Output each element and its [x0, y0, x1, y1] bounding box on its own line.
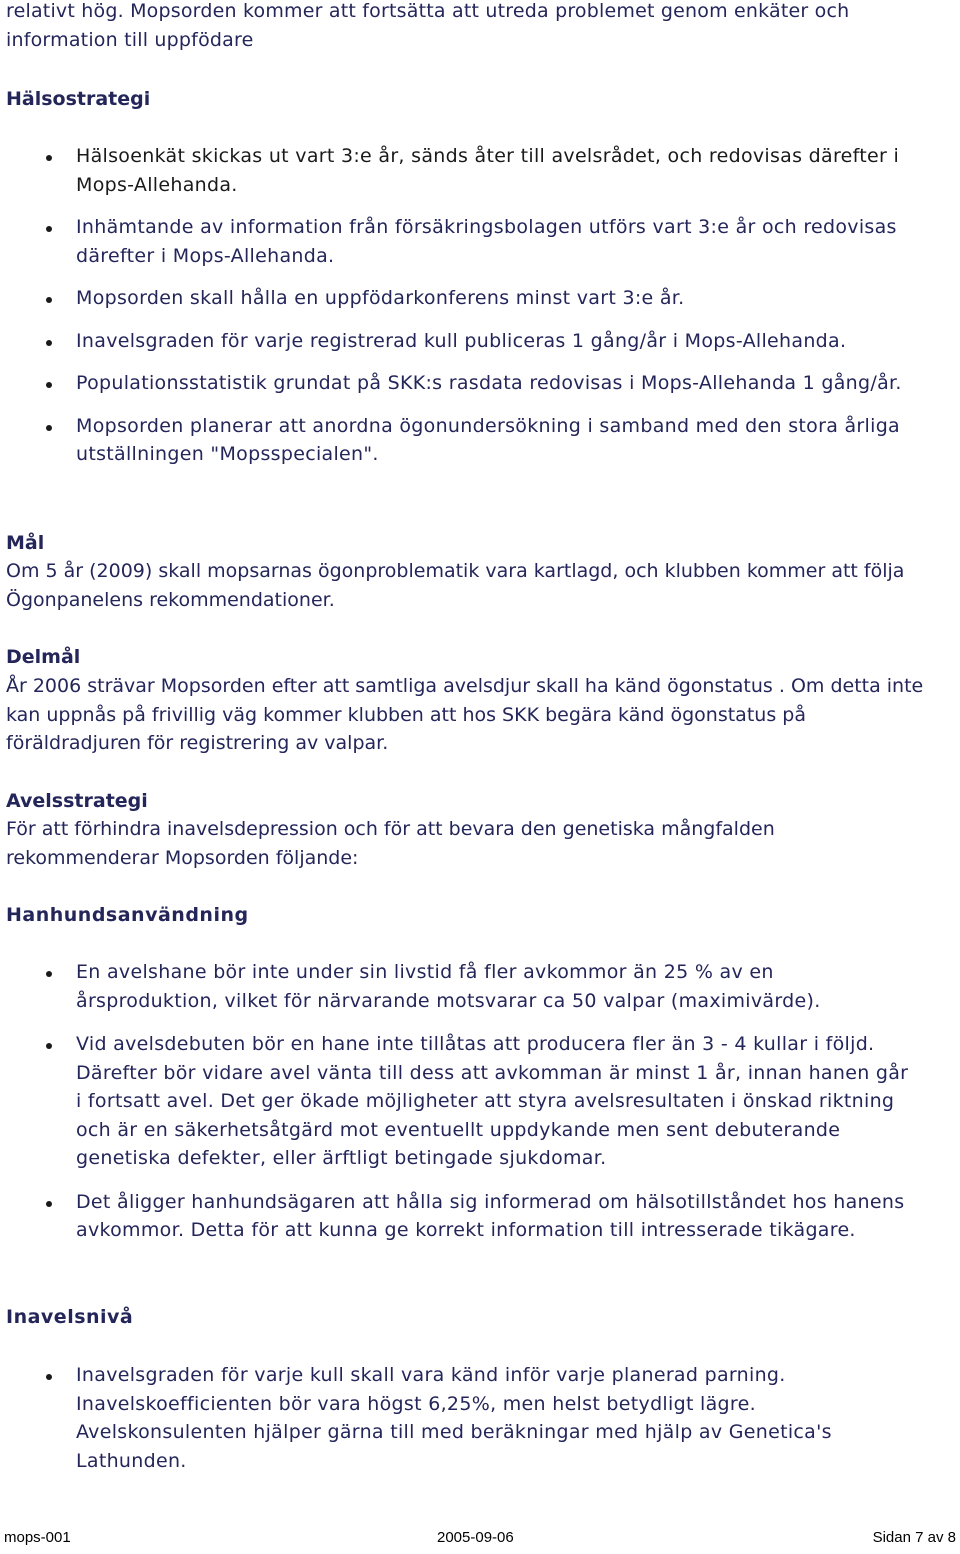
bullet-icon	[46, 971, 52, 977]
bullet-icon	[46, 297, 52, 303]
list-item: Mopsorden skall hålla en uppfödarkonferens minst vart 3:e år.	[6, 284, 916, 313]
health-strategy-list	[6, 142, 916, 469]
bullet-icon	[46, 340, 52, 346]
list-item: Hälsoenkät skickas ut vart 3:e år, sänds åter till avelsrådet, och redovisas därefter i Mops-Allehanda.	[6, 142, 916, 199]
list-item: Det åligger hanhundsägaren att hålla sig informerad om hälsotillståndet hos hanens avkommor. Detta för att kunna ge korrekt information till intresserade tikägare.	[6, 1188, 916, 1245]
list-item: Populationsstatistik grundat på SKK:s rasdata redovisas i Mops-Allehanda 1 gång/år.	[6, 369, 916, 398]
bullet-icon	[46, 1201, 52, 1207]
bullet-icon	[46, 155, 52, 161]
list-item: Mopsorden planerar att anordna ögonundersökning i samband med den stora årliga utställningen "Mopsspecialen".	[6, 412, 916, 469]
inbreeding-list	[6, 1361, 916, 1475]
goal-text: Om 5 år (2009) skall mopsarnas ögonproblematik vara kartlagd, och klubben kommer att följa Ögonpanelens rekommendationer.	[6, 560, 905, 611]
subgoal-text: År 2006 strävar Mopsorden efter att samtliga avelsdjur skall ha känd ögonstatus . Om detta inte kan uppnås på frivillig väg kommer klubben att hos SKK begära känd ögonstatus på föräldradjuren för registrering av valpar.	[6, 675, 924, 754]
list-item: Inavelsgraden för varje kull skall vara känd inför varje planerad parning. Inavelskoefficienten bör vara högst 6,25%, men helst betydligt lägre. Avelskonsulenten hjälper gärna till med beräkningar med hjälp av Genetica's Lathunden.	[6, 1361, 916, 1475]
health-strategy-heading: Hälsostrategi	[6, 88, 151, 110]
breeding-strategy-heading: Avelsstrategi	[6, 790, 148, 812]
male-usage-heading: Hanhundsanvändning	[6, 904, 249, 926]
inbreeding-heading: Inavelsnivå	[6, 1306, 134, 1328]
footer-doc-id: mops-001	[4, 1529, 71, 1546]
footer-date: 2005-09-06	[437, 1529, 514, 1546]
bullet-icon	[46, 226, 52, 232]
bullet-icon	[46, 382, 52, 388]
bullet-icon	[46, 1374, 52, 1380]
page-footer	[0, 1525, 960, 1551]
list-item: En avelshane bör inte under sin livstid få fler avkommor än 25 % av en årsproduktion, vilket för närvarande motsvarar ca 50 valpar (maximivärde).	[6, 958, 916, 1015]
subgoal-heading: Delmål	[6, 646, 81, 668]
bullet-icon	[46, 425, 52, 431]
intro-paragraph: relativt hög. Mopsorden kommer att fortsätta att utreda problemet genom enkäter och information till uppfödare	[6, 0, 850, 51]
male-usage-list	[6, 958, 916, 1245]
list-item: Vid avelsdebuten bör en hane inte tillåtas att producera fler än 3 - 4 kullar i följd. Därefter bör vidare avel vänta till dess att avkomman är minst 1 år, innan hanen går i fortsatt avel. Det ger ökade möjligheter att styra avelsresultaten i önskad riktning och är en säkerhetsåtgärd mot eventuellt uppdykande men sent debuterande genetiska defekter, eller ärftligt betingade sjukdomar.	[6, 1030, 916, 1173]
footer-page-number: Sidan 7 av 8	[872, 1529, 956, 1546]
bullet-icon	[46, 1043, 52, 1049]
breeding-strategy-text: För att förhindra inavelsdepression och för att bevara den genetiska mångfalden rekommenderar Mopsorden följande:	[6, 818, 775, 869]
list-item: Inhämtande av information från försäkringsbolagen utförs vart 3:e år och redovisas därefter i Mops-Allehanda.	[6, 213, 916, 270]
list-item: Inavelsgraden för varje registrerad kull publiceras 1 gång/år i Mops-Allehanda.	[6, 327, 916, 356]
goal-heading: Mål	[6, 532, 45, 554]
